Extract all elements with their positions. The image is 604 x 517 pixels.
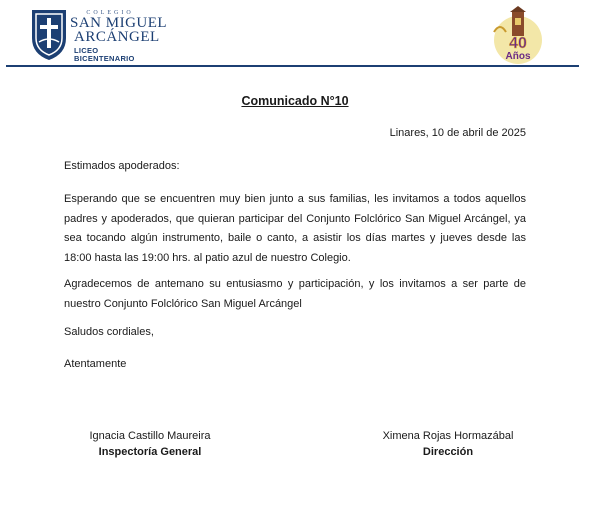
school-name-line1: SAN MIGUEL [70,15,168,31]
paragraph-invitation: Esperando que se encuentren muy bien junto a sus familias, les invitamos a todos aquellos padres y apoderados, que quieran participar del Conjunto Folclórico San Miguel Arcángel, ya sea tocando algún instrumento, baile o canto, a asistir los días martes y jueves desde las 18:00 hasta las 19:00 hrs. al patio azul de nuestro Colegio. [64,193,526,264]
school-colegio-label: COLEGIO [86,10,134,16]
signature-block [348,428,548,460]
anniversary-number: 40 [509,35,527,52]
school-name-line2: ARCÁNGEL [74,29,160,45]
paragraph-thanks: Agradecemos de antemano su entusiasmo y participación, y los invitamos a ser parte de nuestro Conjunto Folclórico San Miguel Arcángel [64,278,526,310]
school-sub-line1: LICEO [74,46,99,55]
signatory-role: Inspectoría General [98,446,202,458]
anniversary-label: Años [505,51,531,62]
regards: Saludos cordiales, [64,326,154,338]
signature-block [50,428,250,460]
signatory-name: Ximena Rojas Hormazábal [382,430,514,442]
signatory-role: Dirección [422,446,474,458]
signatory-name: Ignacia Castillo Maureira [89,430,211,442]
document-title: Comunicado N°10 [241,94,349,108]
closing: Atentamente [64,358,127,370]
school-sub-line2: BICENTENARIO [74,54,135,63]
document-date: Linares, 10 de abril de 2025 [389,127,526,139]
greeting: Estimados apoderados: [64,160,180,172]
